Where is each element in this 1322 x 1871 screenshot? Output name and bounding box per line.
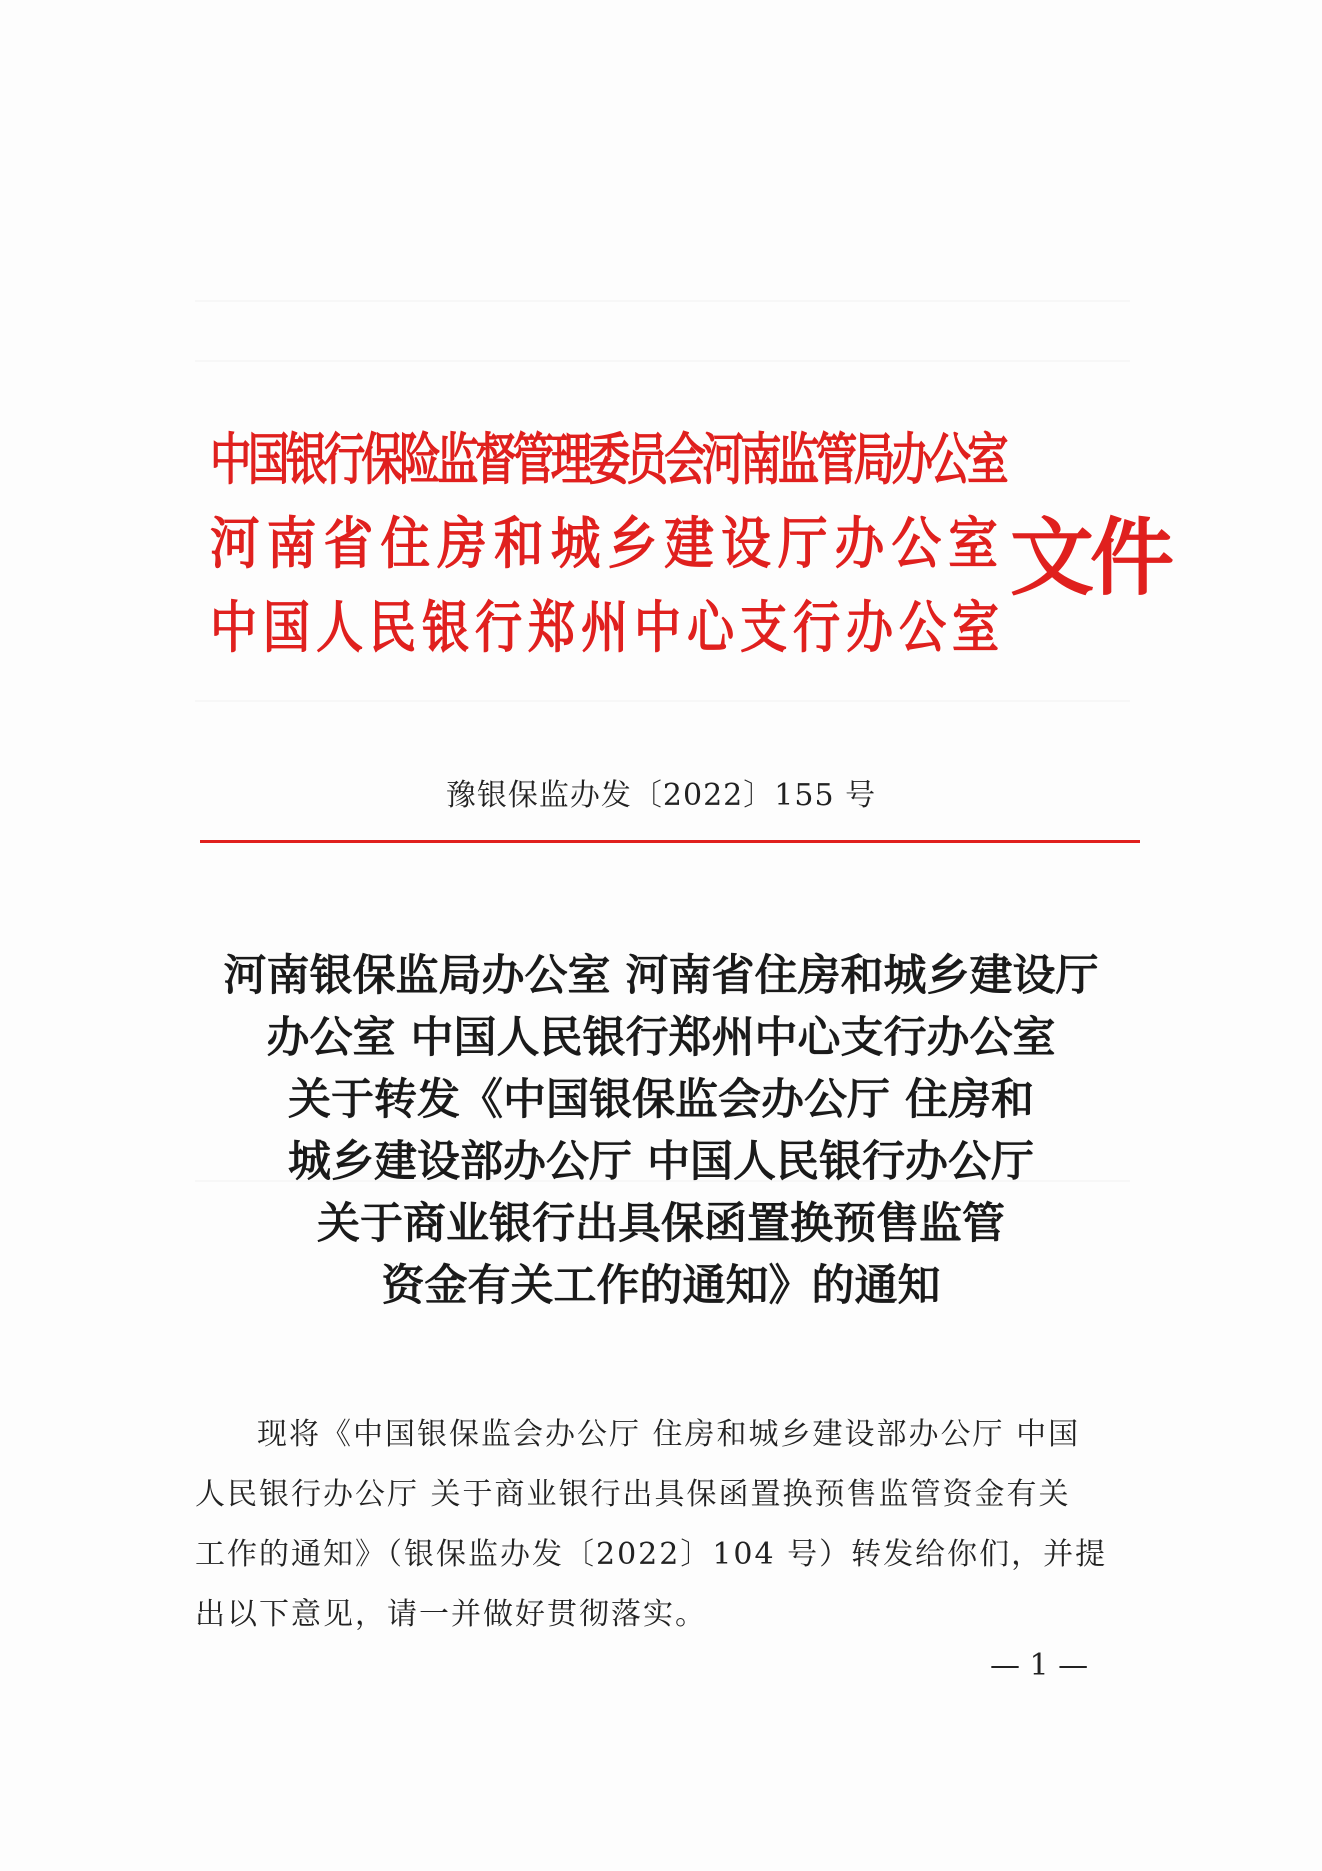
- issuer-name: 中国银行保险监督管理委员会河南监管局办公室: [210, 427, 1006, 493]
- title-line: 资金有关工作的通知》的通知: [381, 1261, 941, 1311]
- body-paragraph: [195, 1405, 1130, 1645]
- bleed-through-line: [195, 360, 1130, 362]
- title-line: 河南银保监局办公室 河南省住房和城乡建设厅: [223, 951, 1099, 1001]
- document-number: 豫银保监办发〔2022〕155 号: [445, 778, 877, 813]
- document-title: [0, 945, 1322, 1317]
- bleed-through-line: [195, 300, 1130, 302]
- title-line: 关于商业银行出具保函置换预售监管: [317, 1199, 1005, 1249]
- body-line: 出以下意见，请一并做好贯彻落实。: [195, 1597, 707, 1632]
- page-number: — 1 —: [990, 1648, 1089, 1683]
- issuer-name: 河南省住房和城乡建设厅办公室: [210, 511, 1006, 577]
- issuing-authorities: [210, 418, 1010, 670]
- document-type-suffix: 文件: [1010, 508, 1171, 607]
- issuer-name: 中国人民银行郑州中心支行办公室: [210, 595, 1006, 661]
- title-line: 办公室 中国人民银行郑州中心支行办公室: [266, 1013, 1056, 1063]
- title-line: 关于转发《中国银保监会办公厅 住房和: [288, 1075, 1034, 1125]
- body-line: 现将《中国银保监会办公厅 住房和城乡建设部办公厅 中国: [257, 1417, 1081, 1452]
- bleed-through-line: [195, 700, 1130, 702]
- title-line: 城乡建设部办公厅 中国人民银行办公厅: [288, 1137, 1034, 1187]
- body-line: 工作的通知》（银保监办发〔2022〕104 号）转发给你们，并提: [195, 1537, 1108, 1572]
- body-line: 人民银行办公厅 关于商业银行出具保函置换预售监管资金有关: [195, 1477, 1071, 1512]
- red-divider-line: [200, 840, 1140, 843]
